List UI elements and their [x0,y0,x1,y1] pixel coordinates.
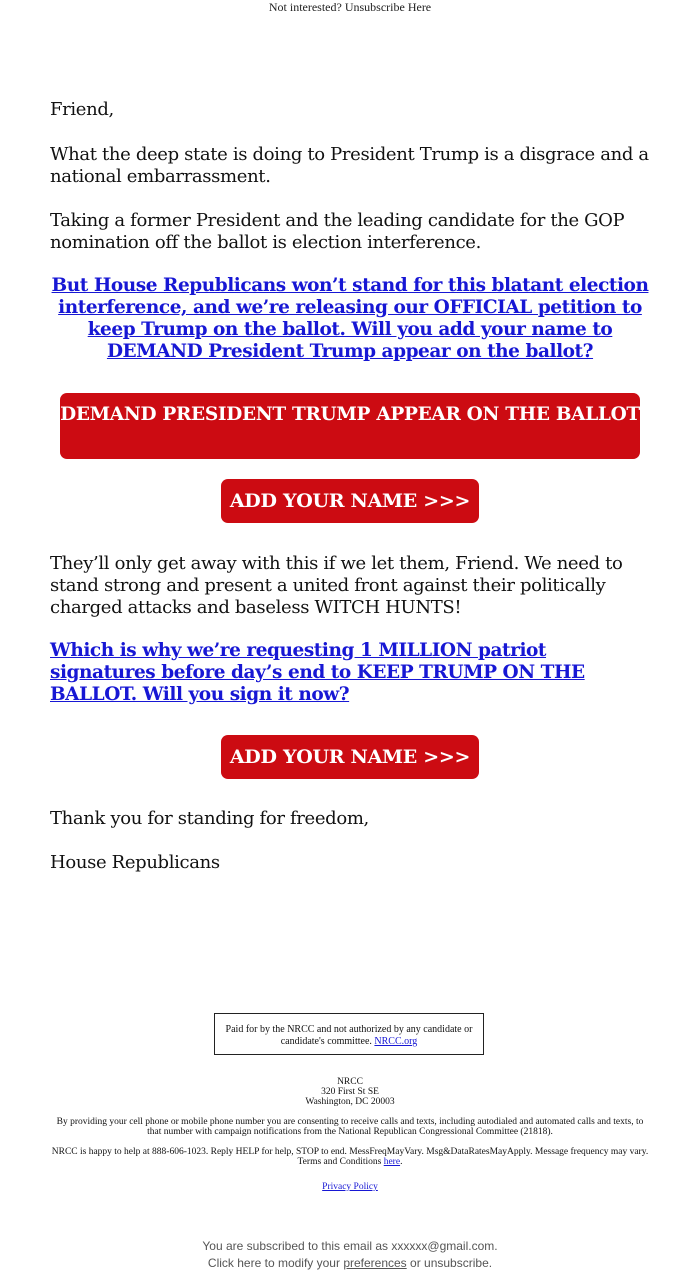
signatures-link[interactable]: Which is why we’re requesting 1 MILLION patriot signatures before day’s end to KEEP TRUMP ON THE BALLOT. Will you sign it now? [50,640,585,705]
terms-link[interactable]: here [383,1157,401,1167]
paragraph-1: What the deep state is doing to President Trump is a disgrace and a national embarrassment. [50,144,649,187]
paid-for-text: Paid for by the NRCC and not authorized by any candidate or candidate's committee. [225,1024,473,1047]
email-body [50,99,650,874]
help-text-body: NRCC is happy to help at 888-606-1023. Reply HELP for help, STOP to end. MessFreqMayVary. Msg&DataRatesMayApply. Message frequency may vary. Terms and Conditions [51,1147,649,1167]
modify-suffix: or unsubscribe. [410,1256,493,1270]
paragraph-3: They’ll only get away with this if we let them, Friend. We need to stand strong and present a united front against their politically charged attacks and baseless WITCH HUNTS! [50,553,623,618]
privacy-policy [0,1182,700,1192]
modify-preferences [0,1256,700,1270]
demand-trump-button[interactable]: DEMAND PRESIDENT TRUMP APPEAR ON THE BALLOT [60,393,640,459]
modify-prefix: Click here to modify your [207,1256,340,1270]
paid-for-disclaimer [214,1013,484,1055]
privacy-policy-link[interactable]: Privacy Policy [322,1182,378,1192]
address-line-2: Washington, DC 20003 [305,1097,395,1107]
help-text: NRCC is happy to help at 888-606-1023. Reply HELP for help, STOP to end. MessFreqMayVary. Msg&DataRatesMayApply. Message frequency may vary. Terms and Conditions here. [51,1147,649,1167]
address-line-1: 320 First St SE [321,1087,379,1097]
sms-consent-text: By providing your cell phone or mobile phone number you are consenting to receive calls and texts, including autodialed and automated calls and texts, to that number with campaign notifications from the National Republican Congressional Committee (21818). [56,1117,644,1137]
preferences-link[interactable]: preferences [343,1256,407,1270]
nrcc-link[interactable]: NRCC.org [374,1036,418,1047]
petition-link[interactable]: But House Republicans won’t stand for this blatant election interference, and we’re releasing our OFFICIAL petition to keep Trump on the ballot. Will you add your name to DEMAND President Trump appear on the ballot? [51,275,649,362]
org-name: NRCC [337,1077,363,1087]
paragraph-2: Taking a former President and the leading candidate for the GOP nomination off the ballot is election interference. [50,210,625,253]
greeting: Friend, [50,99,114,120]
add-your-name-button-1[interactable]: ADD YOUR NAME >>> [221,479,479,523]
subscribed-text: You are subscribed to this email as xxxxxx@gmail.com. [202,1239,498,1253]
add-your-name-button-2[interactable]: ADD YOUR NAME >>> [221,735,479,779]
unsubscribe-link[interactable]: Not interested? Unsubscribe Here [268,0,432,14]
closing-text: Thank you for standing for freedom, [50,808,369,829]
mailing-address [0,1077,700,1107]
signature: House Republicans [50,852,220,873]
